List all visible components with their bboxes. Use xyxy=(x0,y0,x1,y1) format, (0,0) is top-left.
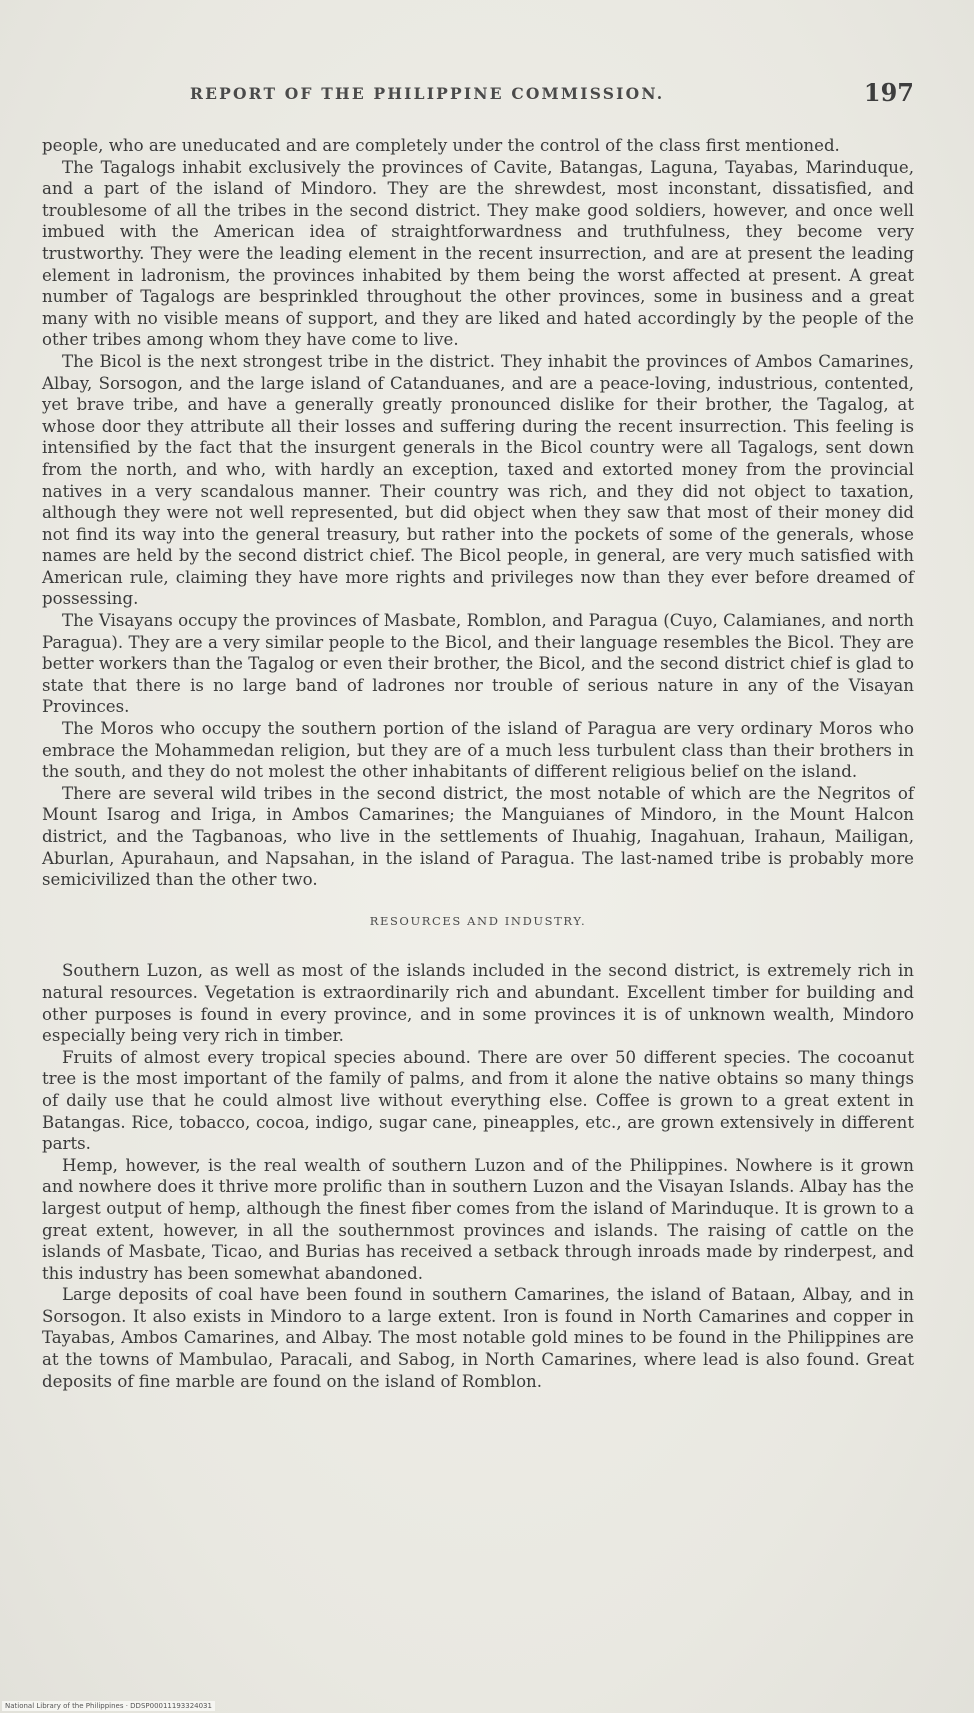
page-header xyxy=(40,78,914,108)
paragraph-southern-luzon: Southern Luzon, as well as most of the islands included in the second district, is extremely rich in natural resources. Vegetation is extraordinarily rich and abundant. Excellent timber for building and other purposes is found in every province, and in some provinces it is of unknown wealth, Mindoro especially being very rich in timber. xyxy=(42,961,914,1046)
page-number: 197 xyxy=(863,78,914,107)
paragraph-fruits: Fruits of almost every tropical species abound. There are over 50 different species. The cocoanut tree is the most important of the family of palms, and from it alone the native obtains so many things of daily use that he could almost live without everything else. Coffee is grown to a great extent in Batangas. Rice, tobacco, cocoa, indigo, sugar cane, pineapples, etc., are grown extensively in different parts. xyxy=(42,1047,914,1154)
paragraph-moros: The Moros who occupy the southern portion of the island of Paragua are very ordinary Moros who embrace the Mohammedan religion, but they are of a much less turbulent class than their brothers in the south, and they do not molest the other inhabitants of different religious belief on the island. xyxy=(42,719,914,782)
section-heading: RESOURCES AND INDUSTRY. xyxy=(369,913,587,928)
running-head: REPORT OF THE PHILIPPINE COMMISSION. xyxy=(190,84,665,103)
paragraph-continued: people, who are uneducated and are completely under the control of the class first mentioned. xyxy=(42,136,840,155)
paragraph-tagalogs: The Tagalogs inhabit exclusively the provinces of Cavite, Batangas, Laguna, Tayabas, Marinduque, and a part of the island of Mindoro. They are the shrewdest, most inconstant, dissatisfied, and troublesome of all the tribes in the second district. They make good soldiers, however, and once well imbued with the American idea of straightforwardness and truthfulness, they become very trustworthy. They were the leading element in the recent insurrection, and are at present the leading element in ladronism, the provinces inhabited by them being the worst affected at present. A great number of Tagalogs are besprinkled throughout the other provinces, some in business and a great many with no visible means of support, and they are liked and hated accordingly by the people of the other tribes among whom they have come to live. xyxy=(42,157,914,350)
paragraph-visayans: The Visayans occupy the provinces of Masbate, Romblon, and Paragua (Cuyo, Calamianes, and north Paragua). They are a very similar people to the Bicol, and their language resembles the Bicol. They are better workers than the Tagalog or even their brother, the Bicol, and the second district chief is glad to state that there is no large band of ladrones nor trouble of serious nature in any of the Visayan Provinces. xyxy=(42,611,914,717)
paragraph-bicol: The Bicol is the next strongest tribe in the district. They inhabit the provinces of Ambos Camarines, Albay, Sorsogon, and the large island of Catanduanes, and are a peace-loving, industrious, contented, yet brave tribe, and have a generally greatly pronounced dislike for their brother, the Tagalog, at whose door they attribute all their losses and suffering during the recent insurrection. This feeling is intensified by the fact that the insurgent generals in the Bicol country were all Tagalogs, sent down from the north, and who, with hardly an exception, taxed and extorted money from the provincial natives in a very scandalous manner. Their country was rich, and they did not object to taxation, although they were not well represented, but did object when they saw that most of their money did not find its way into the general treasury, but rather into the pockets of some of the generals, whose names are held by the second district chief. The Bicol people, in general, are very much satisfied with American rule, claiming they have more rights and privileges now than they ever before dreamed of possessing. xyxy=(42,351,914,609)
paragraph-hemp: Hemp, however, is the real wealth of southern Luzon and of the Philippines. Nowhere is it grown and nowhere does it thrive more prolific than in southern Luzon and the Visayan Islands. Albay has the largest output of hemp, although the finest fiber comes from the island of Marinduque. It is grown to a great extent, however, in all the southernmost provinces and islands. The raising of cattle on the islands of Masbate, Ticao, and Burias has received a setback through inroads made by rinderpest, and this industry has been somewhat abandoned. xyxy=(42,1155,914,1283)
paragraph-wild-tribes: There are several wild tribes in the second district, the most notable of which are the Negritos of Mount Isarog and Iriga, in Ambos Camarines; the Manguianes of Mindoro, in the Mount Halcon district, and the Tagbanoas, who live in the settlements of Ihuahig, Inagahuan, Irahaun, Mailigan, Aburlan, Apurahaun, and Napsahan, in the island of Paragua. The last-named tribe is probably more semicivilized than the other two. xyxy=(42,783,914,890)
paragraph-deposits: Large deposits of coal have been found in southern Camarines, the island of Bataan, Albay, and in Sorsogon. It also exists in Mindoro to a large extent. Iron is found in North Camarines and copper in Tayabas, Ambos Camarines, and Albay. The most notable gold mines to be found in the Philippines are at the towns of Mambulao, Paracali, and Sabog, in North Camarines, where lead is also found. Great deposits of fine marble are found on the island of Romblon. xyxy=(42,1285,914,1391)
body-text xyxy=(42,135,914,1392)
scan-source-footer: National Library of the Philippines · DDSP00011193324031 xyxy=(2,1701,215,1711)
